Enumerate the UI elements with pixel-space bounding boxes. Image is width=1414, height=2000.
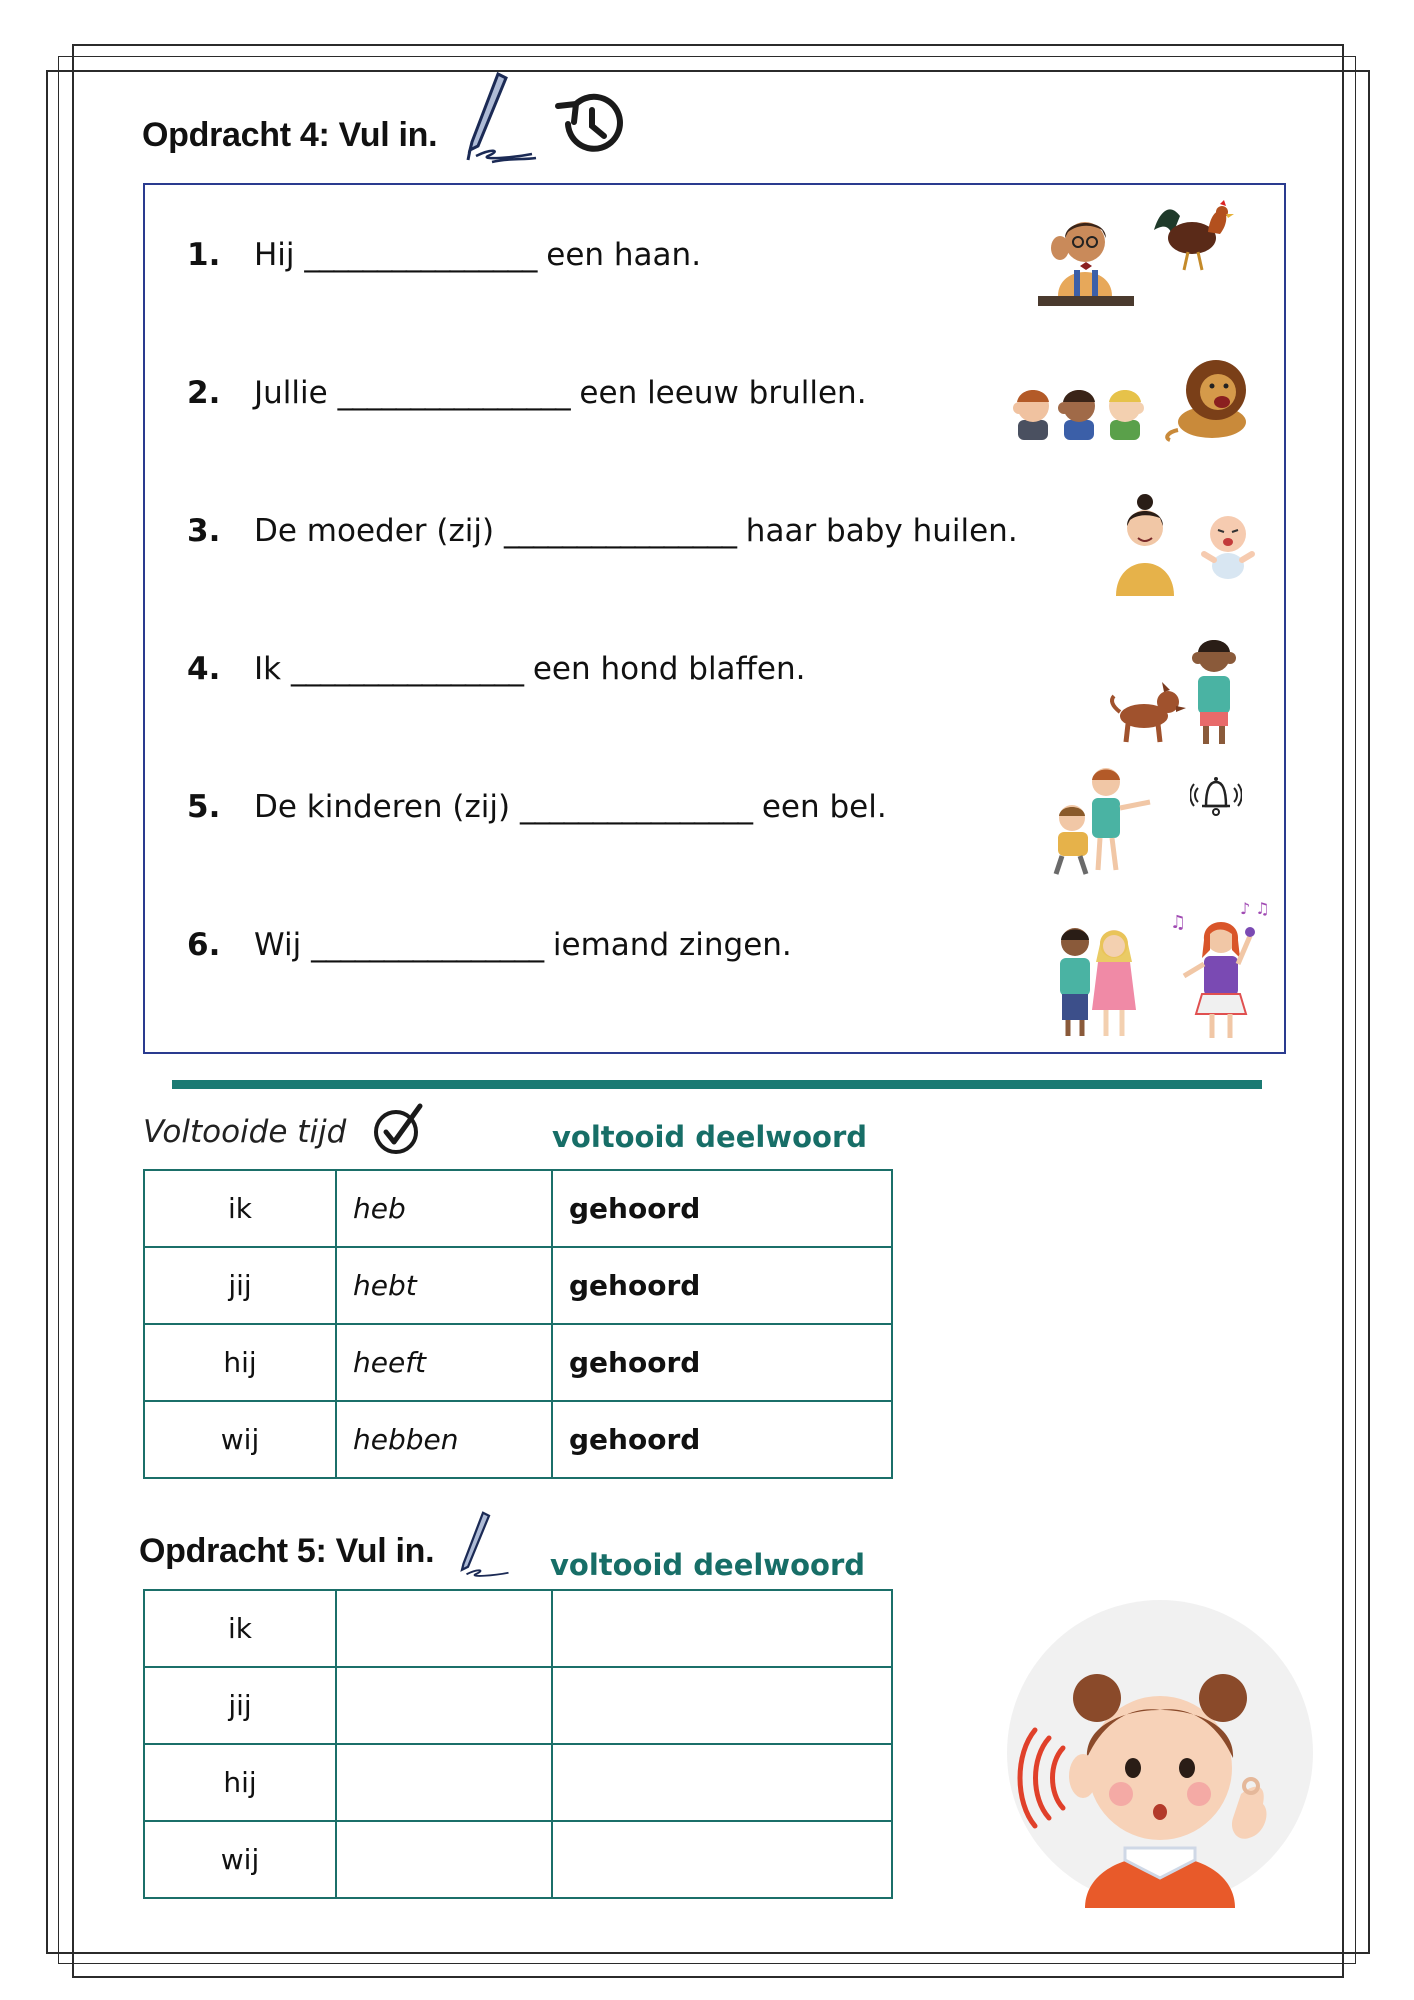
exercise-item-4 xyxy=(187,651,806,687)
participle-column-label: voltooid deelwoord xyxy=(550,1548,866,1582)
man-listening-illustration xyxy=(1030,200,1140,314)
table-row xyxy=(144,1170,892,1247)
table-row xyxy=(144,1247,892,1324)
item-text-after: een hond blaffen. xyxy=(532,651,806,687)
answer-blank-6[interactable]: ________________ xyxy=(311,927,544,963)
auxiliary-cell: heeft xyxy=(336,1324,552,1401)
exercise-item-1 xyxy=(187,237,701,273)
boy-covering-ears-illustration xyxy=(1186,626,1242,750)
answer-blank-1[interactable]: ________________ xyxy=(304,237,537,273)
participle-cell: gehoord xyxy=(552,1324,892,1401)
answer-blank-5[interactable]: ________________ xyxy=(519,789,752,825)
rooster-illustration xyxy=(1150,196,1240,280)
exercise-item-5 xyxy=(187,789,887,825)
item-number: 4. xyxy=(187,651,221,687)
item-text-after: een leeuw brullen. xyxy=(579,375,867,411)
pronoun-cell: ik xyxy=(144,1590,336,1667)
pronoun-cell: wij xyxy=(144,1401,336,1478)
item-text-after: iemand zingen. xyxy=(552,927,792,963)
auxiliary-answer-cell[interactable] xyxy=(336,1744,552,1821)
svg-text:♫: ♫ xyxy=(1170,912,1187,933)
children-covering-ears-illustration xyxy=(1012,378,1152,446)
participle-column-label: voltooid deelwoord xyxy=(552,1120,868,1154)
barking-dog-illustration xyxy=(1106,676,1188,750)
pronoun-cell: ik xyxy=(144,1170,336,1247)
reference-table xyxy=(143,1169,893,1479)
mother-illustration xyxy=(1110,488,1180,602)
item-text-before: De moeder (zij) xyxy=(254,513,495,549)
table-row xyxy=(144,1821,892,1898)
auxiliary-answer-cell[interactable] xyxy=(336,1590,552,1667)
auxiliary-cell: hebt xyxy=(336,1247,552,1324)
exercise5-table xyxy=(143,1589,893,1899)
voltooide-tijd-heading: Voltooide tijd xyxy=(143,1114,347,1150)
children-listening-illustration xyxy=(1050,758,1160,882)
auxiliary-cell: heb xyxy=(336,1170,552,1247)
singing-girl-illustration xyxy=(1166,894,1276,1048)
exercise4-title: Opdracht 4: Vul in. xyxy=(142,116,438,154)
auxiliary-answer-cell[interactable] xyxy=(336,1667,552,1744)
pronoun-cell: jij xyxy=(144,1667,336,1744)
answer-blank-4[interactable]: ________________ xyxy=(290,651,523,687)
pronoun-cell: hij xyxy=(144,1744,336,1821)
check-circle-icon xyxy=(372,1100,426,1158)
item-text-after: haar baby huilen. xyxy=(745,513,1018,549)
auxiliary-answer-cell[interactable] xyxy=(336,1821,552,1898)
item-text-after: een haan. xyxy=(546,237,702,273)
section-divider xyxy=(172,1080,1262,1089)
participle-answer-cell[interactable] xyxy=(552,1744,892,1821)
item-text-before: Hij xyxy=(254,237,295,273)
item-number: 6. xyxy=(187,927,221,963)
two-children-listening-illustration xyxy=(1054,918,1144,1042)
exercise-item-6 xyxy=(187,927,792,963)
item-number: 2. xyxy=(187,375,221,411)
exercise-item-3 xyxy=(187,513,1018,549)
auxiliary-cell: hebben xyxy=(336,1401,552,1478)
participle-answer-cell[interactable] xyxy=(552,1667,892,1744)
pronoun-cell: wij xyxy=(144,1821,336,1898)
exercise5-title: Opdracht 5: Vul in. xyxy=(139,1532,435,1570)
item-text-after: een bel. xyxy=(761,789,887,825)
participle-answer-cell[interactable] xyxy=(552,1590,892,1667)
pen-icon xyxy=(456,1508,516,1582)
lion-illustration xyxy=(1160,352,1256,448)
bell-ringing-icon xyxy=(1190,772,1242,824)
item-text-before: Jullie xyxy=(254,375,328,411)
table-row xyxy=(144,1744,892,1821)
table-row xyxy=(144,1324,892,1401)
table-row xyxy=(144,1590,892,1667)
item-text-before: De kinderen (zij) xyxy=(254,789,511,825)
answer-blank-3[interactable]: ________________ xyxy=(503,513,736,549)
item-number: 3. xyxy=(187,513,221,549)
table-row xyxy=(144,1667,892,1744)
participle-cell: gehoord xyxy=(552,1247,892,1324)
participle-cell: gehoord xyxy=(552,1170,892,1247)
svg-text:♪ ♫: ♪ ♫ xyxy=(1240,899,1270,918)
participle-cell: gehoord xyxy=(552,1401,892,1478)
table-row xyxy=(144,1401,892,1478)
item-text-before: Ik xyxy=(254,651,282,687)
pronoun-cell: hij xyxy=(144,1324,336,1401)
pronoun-cell: jij xyxy=(144,1247,336,1324)
history-icon xyxy=(552,84,632,164)
crying-baby-illustration xyxy=(1196,510,1260,586)
pen-icon xyxy=(462,68,542,166)
participle-answer-cell[interactable] xyxy=(552,1821,892,1898)
item-text-before: Wij xyxy=(254,927,302,963)
girl-listening-illustration xyxy=(1005,1598,1315,1912)
answer-blank-2[interactable]: ________________ xyxy=(337,375,570,411)
item-number: 5. xyxy=(187,789,221,825)
exercise-item-2 xyxy=(187,375,867,411)
item-number: 1. xyxy=(187,237,221,273)
